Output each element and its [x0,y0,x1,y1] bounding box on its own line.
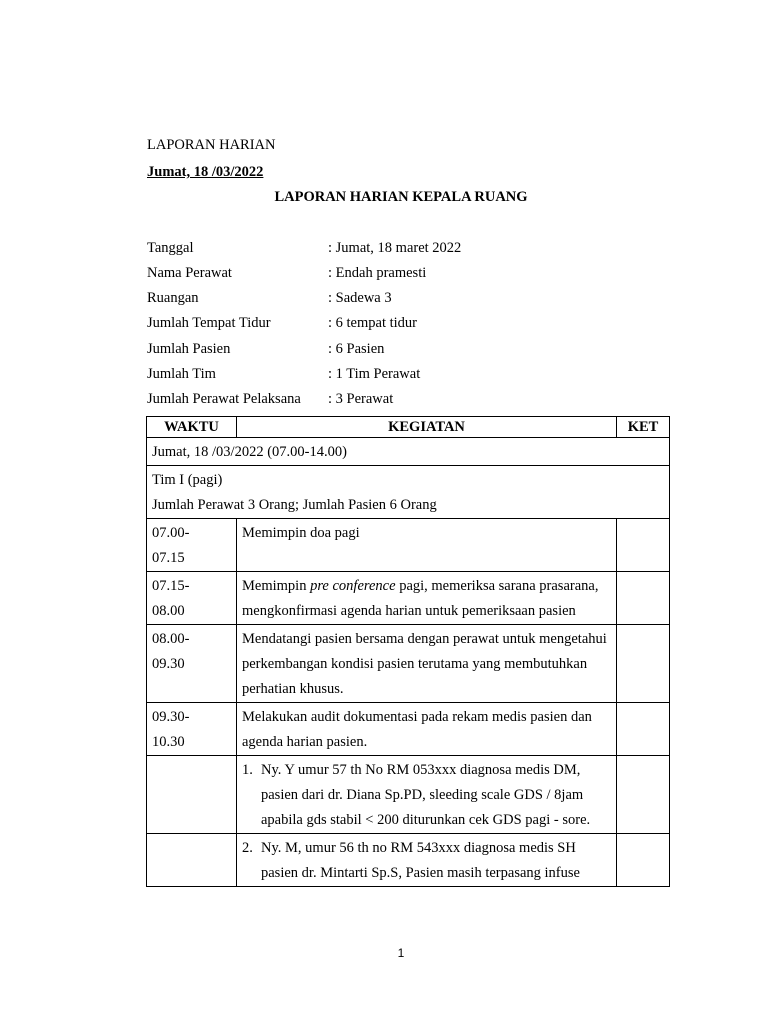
team-row [147,466,670,519]
header-ket: KET [617,417,670,438]
activity-cell: Melakukan audit dokumentasi pada rekam medis pasien dan agenda harian pasien. [237,703,617,756]
time-start: 09.30- [152,709,190,725]
patient-text: Ny. M, umur 56 th no RM 543xxx diagnosa medis SH pasien dr. Mintarti Sp.S, Pasien masih terpasang infuse [261,840,580,881]
info-value: : Sadewa 3 [328,290,392,306]
time-cell [147,703,237,756]
header-kegiatan: KEGIATAN [237,417,617,438]
ket-cell [617,703,670,756]
info-label: Nama Perawat [147,265,232,281]
time-cell [147,572,237,625]
activity-text: Memimpin [242,578,311,594]
patient-text: Ny. Y umur 57 th No RM 053xxx diagnosa medis DM, pasien dari dr. Diana Sp.PD, sleeding scale GDS / 8jam apabila gds stabil < 200 diturunkan cek GDS pagi - sore. [261,762,591,828]
info-value: : 6 tempat tidur [328,315,417,331]
report-label: LAPORAN HARIAN [147,137,276,153]
patient-item [242,836,611,886]
time-cell [147,625,237,703]
ket-cell [617,834,670,887]
table-row [147,572,670,625]
table-row [147,703,670,756]
time-end: 08.00 [152,603,185,619]
time-start: 07.00- [152,525,190,541]
team-summary: Jumlah Perawat 3 Orang; Jumlah Pasien 6 Orang [152,497,437,513]
ket-cell [617,519,670,572]
activity-text: pagi, memeriksa sarana prasarana, mengkonfirmasi agenda harian untuk pemeriksaan pasien [242,578,599,619]
time-cell [147,756,237,834]
info-label: Jumlah Perawat Pelaksana [147,391,301,407]
info-value: : Jumat, 18 maret 2022 [328,240,462,256]
table-header-row [147,417,670,438]
list-number: 1. [242,762,253,778]
time-cell [147,834,237,887]
patient-cell [237,834,617,887]
table-row [147,756,670,834]
page-number: 1 [397,946,405,960]
info-label: Tanggal [147,240,194,256]
info-label: Ruangan [147,290,199,306]
time-end: 10.30 [152,734,185,750]
info-value: : 3 Perawat [328,391,394,407]
ket-cell [617,625,670,703]
activity-cell [237,572,617,625]
info-label: Jumlah Tempat Tidur [147,315,271,331]
team-cell [147,466,670,519]
time-end: 09.30 [152,656,185,672]
shift-row [147,438,670,466]
ket-cell [617,572,670,625]
table-row [147,519,670,572]
table-row [147,625,670,703]
activity-cell: Mendatangi pasien bersama dengan perawat untuk mengetahui perkembangan kondisi pasien terutama yang membutuhkan perhatian khusus. [237,625,617,703]
patient-item [242,758,611,833]
activity-italic-term: pre conference [310,578,396,594]
page-title: LAPORAN HARIAN KEPALA RUANG [274,189,528,205]
info-value: : 6 Pasien [328,341,385,357]
ket-cell [617,756,670,834]
table-row [147,834,670,887]
time-start: 08.00- [152,631,190,647]
activity-cell: Memimpin doa pagi [237,519,617,572]
list-number: 2. [242,840,253,856]
time-start: 07.15- [152,578,190,594]
time-end: 07.15 [152,550,185,566]
patient-cell [237,756,617,834]
time-cell [147,519,237,572]
shift-cell: Jumat, 18 /03/2022 (07.00-14.00) [147,438,670,466]
report-date: Jumat, 18 /03/2022 [147,164,264,180]
info-value: : Endah pramesti [328,265,427,281]
info-label: Jumlah Pasien [147,341,231,357]
header-waktu: WAKTU [147,417,237,438]
team-name: Tim I (pagi) [152,472,223,488]
info-label: Jumlah Tim [147,366,216,382]
info-value: : 1 Tim Perawat [328,366,421,382]
activity-table [146,416,670,887]
